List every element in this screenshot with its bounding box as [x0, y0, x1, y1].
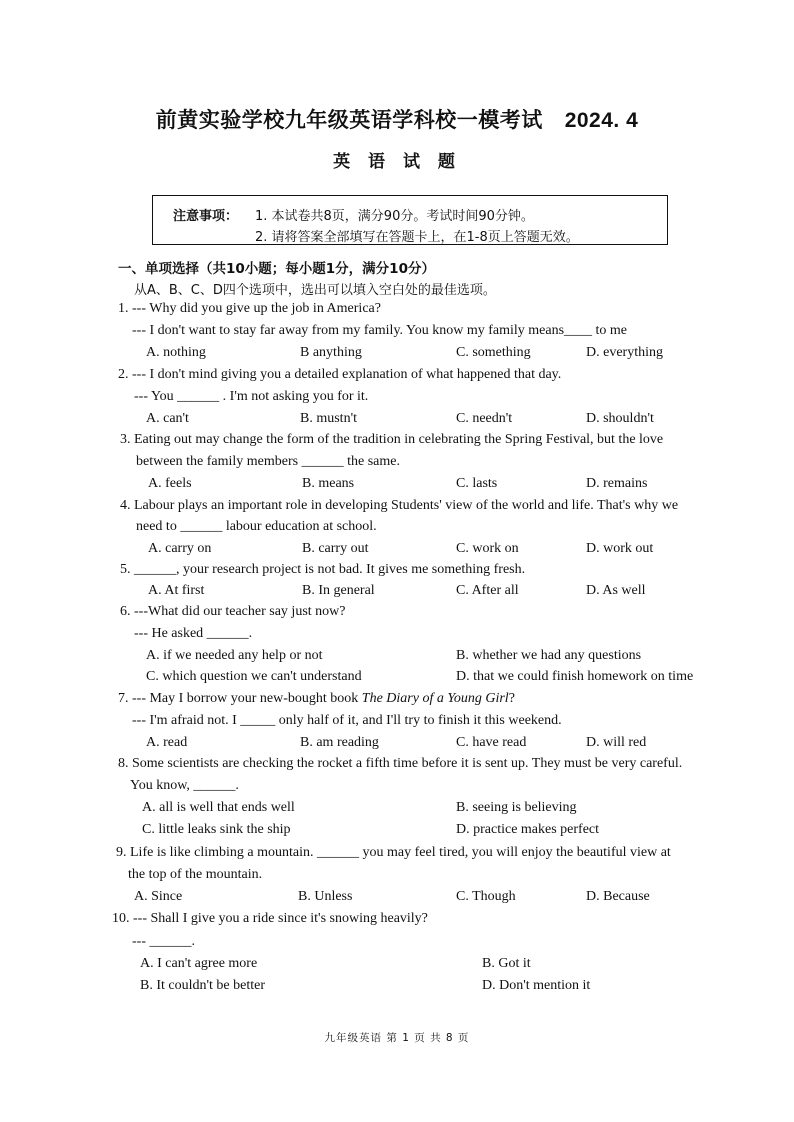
question-1-stem-line-1: 1. --- Why did you give up the job in America?	[118, 301, 381, 316]
question-5-stem-line-1: 5. ______, your research project is not bad. It gives me something fresh.	[120, 562, 526, 577]
question-3-option-c: C. lasts	[456, 476, 498, 491]
question-6-option-d: D. that we could finish homework on time	[456, 669, 694, 684]
question-10-stem-line-1: 10. --- Shall I give you a ride since it's snowing heavily?	[112, 911, 428, 926]
question-7-book-title: The Diary of a Young Girl	[361, 691, 509, 706]
question-3-option-a: A. feels	[148, 476, 192, 491]
question-2-stem-line-2: --- You ______ . I'm not asking you for it.	[134, 389, 369, 404]
notice-line-2: 2. 请将答案全部填写在答题卡上，在1-8页上答题无效。	[255, 230, 579, 245]
question-3-stem-line-2: between the family members ______ the same.	[136, 454, 400, 469]
question-9-option-a: A. Since	[134, 889, 183, 904]
question-7-option-a: A. read	[146, 735, 188, 750]
question-8-stem-line-2: You know, ______.	[130, 778, 239, 793]
question-2-option-d: D. shouldn't	[586, 411, 654, 426]
notice-label: 注意事项：	[173, 209, 239, 224]
question-1-option-b: B anything	[300, 345, 362, 360]
question-4-stem-line-2: need to ______ labour education at school.	[136, 519, 377, 534]
question-4-stem-line-1: 4. Labour plays an important role in developing Students' view of the world and life. That's why we	[120, 498, 679, 513]
question-5-option-a: A. At first	[148, 583, 205, 598]
question-10-option-d: D. Don't mention it	[482, 978, 591, 993]
question-7-option-b: B. am reading	[300, 735, 379, 750]
question-1-option-a: A. nothing	[146, 345, 206, 360]
question-9-option-c: C. Though	[456, 889, 516, 904]
question-6-option-c: C. which question we can't understand	[146, 669, 362, 684]
exam-title	[0, 104, 794, 134]
question-10-stem-line-2: --- ______.	[132, 934, 195, 949]
question-7-stem-line-1	[118, 691, 515, 707]
question-7-option-c: C. have read	[456, 735, 527, 750]
question-1-stem-line-2: --- I don't want to stay far away from my family. You know my family means____ to me	[132, 323, 628, 338]
question-4-option-a: A. carry on	[148, 541, 212, 556]
question-5-option-d: D. As well	[586, 583, 646, 598]
question-5-option-b: B. In general	[302, 583, 375, 598]
question-10-option-b: B. Got it	[482, 956, 531, 971]
question-2-option-b: B. mustn't	[300, 411, 357, 426]
exam-title-text: 前黄实验学校九年级英语学科校一模考试	[155, 108, 543, 132]
question-8-option-a: A. all is well that ends well	[142, 800, 295, 815]
question-6-stem-line-2: --- He asked ______.	[134, 626, 253, 641]
question-1-option-d: D. everything	[586, 345, 663, 360]
page-footer: 九年级英语 第 1 页 共 8 页	[324, 1032, 470, 1044]
question-2-stem-line-1: 2. --- I don't mind giving you a detailed explanation of what happened that day.	[118, 367, 562, 382]
question-8-option-d: D. practice makes perfect	[456, 822, 600, 837]
question-9-stem-line-2: the top of the mountain.	[128, 867, 263, 882]
question-9-option-b: B. Unless	[298, 889, 353, 904]
question-6-option-b: B. whether we had any questions	[456, 648, 642, 663]
question-9-option-d: D. Because	[586, 889, 650, 904]
question-8-option-b: B. seeing is believing	[456, 800, 577, 815]
section-heading: 一、单项选择（共10小题；每小题1分，满分10分）	[118, 261, 435, 277]
question-8-option-c: C. little leaks sink the ship	[142, 822, 291, 837]
question-2-option-c: C. needn't	[456, 411, 513, 426]
exam-date: 2024. 4	[564, 109, 639, 132]
question-9-stem-line-1: 9. Life is like climbing a mountain. ______ you may feel tired, you will enjoy the beautiful view at	[116, 845, 671, 860]
question-7-stem-line-2: --- I'm afraid not. I _____ only half of it, and I'll try to finish it this weekend.	[132, 713, 562, 728]
section-instruction: 从A、B、C、D四个选项中，选出可以填入空白处的最佳选项。	[134, 283, 496, 298]
notice-line-1: 1. 本试卷共8页，满分90分。考试时间90分钟。	[255, 209, 534, 224]
question-1-option-c: C. something	[456, 345, 531, 360]
question-6-option-a: A. if we needed any help or not	[146, 648, 323, 663]
question-7-option-d: D. will red	[586, 735, 647, 750]
question-7-question-mark: ?	[508, 691, 515, 706]
question-2-option-a: A. can't	[146, 411, 189, 426]
question-4-option-b: B. carry out	[302, 541, 369, 556]
question-10-option-c: B. It couldn't be better	[140, 978, 265, 993]
question-3-option-b: B. means	[302, 476, 355, 491]
exam-subtitle: 英 语 试 题	[333, 152, 461, 172]
question-7-stem-text: 7. --- May I borrow your new-bought book	[118, 691, 362, 706]
question-4-option-d: D. work out	[586, 541, 654, 556]
notice-box	[152, 195, 668, 245]
question-3-option-d: D. remains	[586, 476, 648, 491]
question-5-option-c: C. After all	[456, 583, 519, 598]
question-4-option-c: C. work on	[456, 541, 519, 556]
question-6-stem-line-1: 6. ---What did our teacher say just now?	[120, 604, 346, 619]
question-10-option-a: A. I can't agree more	[140, 956, 258, 971]
question-8-stem-line-1: 8. Some scientists are checking the rocket a fifth time before it is sent up. They must be very careful.	[118, 756, 683, 771]
question-3-stem-line-1: 3. Eating out may change the form of the tradition in celebrating the Spring Festival, but the love	[120, 432, 664, 447]
